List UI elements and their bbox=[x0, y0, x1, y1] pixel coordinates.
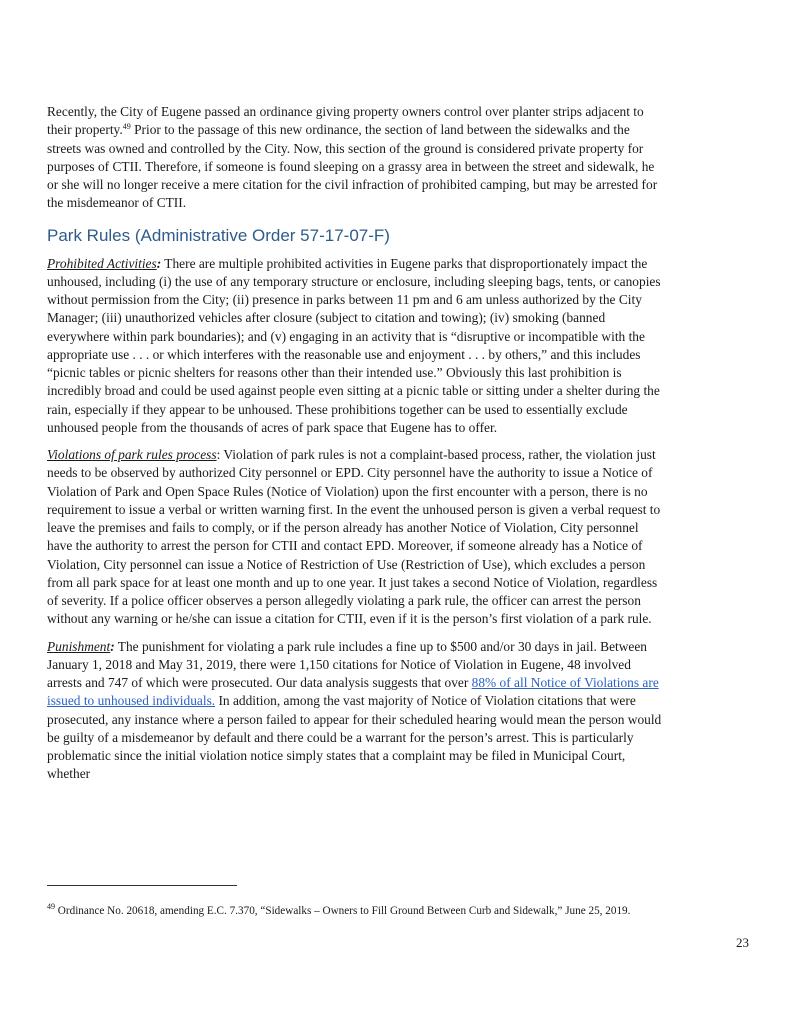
data-analysis-link[interactable]: 88% of all Notice of Violations are issued to unhoused individuals. bbox=[47, 675, 659, 709]
page-body bbox=[47, 103, 662, 793]
paragraph-text: The punishment for violating a park rule includes a fine up to $500 and/or 30 days in jail. Between January 1, 2018 and May 31, 2019, there were 1,150 citations for Notice of Violation in Eugene, 48 involved arrests and 747 of which were prosecuted. Our data analysis suggests that over bbox=[47, 638, 647, 690]
footnote-divider bbox=[47, 885, 237, 886]
colon: : bbox=[156, 255, 162, 271]
run-in-heading-punishment: Punishment bbox=[47, 638, 111, 654]
run-in-heading-prohibited-activities: Prohibited Activities bbox=[47, 255, 157, 271]
paragraph-punishment bbox=[47, 638, 662, 784]
paragraph-text: There are multiple prohibited activities in Eugene parks that disproportionately impact the unhoused, including (i) the use of any temporary structure or enclosure, including sleeping bags, tents, or canopies without permission from the City; (ii) presence in parks between 11 pm and 6 am unless authorized by the City Manager; (iii) unauthorized vehicles after closure (subject to citation and towing); (iv) smoking (banned everywhere within park boundaries); and (v) engaging in an activity that is “disruptive or incompatible with the appropriate use . . . or which interferes with the reasonable use and enjoyment . . . by others,” and this includes “picnic tables or picnic shelters for reasons other than their intended use.” Obviously this last prohibition is incredibly broad and could be used against people even sitting at a picnic table or sitting under a shelter during the rain, especially if they appear to be unhoused. These prohibitions together can be used to essentially exclude unhoused people from the thousands of acres of park space that Eugene has to offer. bbox=[47, 255, 661, 435]
page-number: 23 bbox=[736, 935, 749, 950]
paragraph-text: In addition, among the vast majority of Notice of Violation citations that were prosecuted, any instance where a person failed to appear for their scheduled hearing would mean the person would be guilty of a misdemeanor by default and there could be a warrant for the person’s arrest. This is particularly problematic since the initial violation notice simply states that a complaint may be filed in Municipal Court, whether bbox=[47, 693, 662, 782]
paragraph-text: : Violation of park rules is not a complaint-based process, rather, the violation just needs to be observed by authorized City personnel or EPD. City personnel have the authority to issue a Notice of Violation of Park and Open Space Rules (Notice of Violation) upon the first encounter with a person, there is no requirement to issue a verbal or written warning first. In the event the unhoused person is given a verbal request to leave the premises and fails to comply, or if the person already has another Notice of Violation, City personnel have the authority to arrest the person for CTII and contact EPD. Moreover, if someone already has a Notice of Violation, City personnel can issue a Notice of Restriction of Use (Restriction of Use), which excludes a person from all park space for at least one month and up to one year. It just takes a second Notice of Violation, regardless of severity. If a police officer observes a person allegedly violating a park rule, the officer can arrest the person without any warning or he/she can issue a citation for CTII, even if it is the person’s first violation of a park rule. bbox=[47, 447, 661, 627]
paragraph-planter-strips bbox=[47, 103, 662, 213]
paragraph-text: Prior to the passage of this new ordinance, the section of land between the sidewalks and the streets was owned and controlled by the City. Now, this section of the ground is considered private property for purposes of CTII. Therefore, if someone is found sleeping on a grassy area in between the street and sidewalk, he or she will no longer receive a mere citation for the civil infraction of prohibited camping, but may be arrested for the misdemeanor of CTII. bbox=[47, 122, 658, 211]
paragraph-prohibited-activities bbox=[47, 255, 662, 438]
colon: : bbox=[110, 638, 115, 654]
paragraph-text: Recently, the City of Eugene passed an ordinance giving property owners control over planter strips adjacent to their property. bbox=[47, 104, 644, 138]
footnote-ref-49[interactable]: 49 bbox=[122, 122, 131, 132]
footnote-text: Ordinance No. 20618, amending E.C. 7.370, “Sidewalks – Owners to Fill Ground Between Curb and Sidewalk,” June 25, 2019. bbox=[55, 905, 631, 917]
footnote-49 bbox=[47, 904, 647, 920]
run-in-heading-violations-process: Violations of park rules process bbox=[47, 447, 217, 462]
footnote-number: 49 bbox=[47, 902, 55, 911]
section-heading-park-rules: Park Rules (Administrative Order 57-17-07-F) bbox=[47, 225, 390, 245]
paragraph-violations-process bbox=[47, 446, 662, 629]
